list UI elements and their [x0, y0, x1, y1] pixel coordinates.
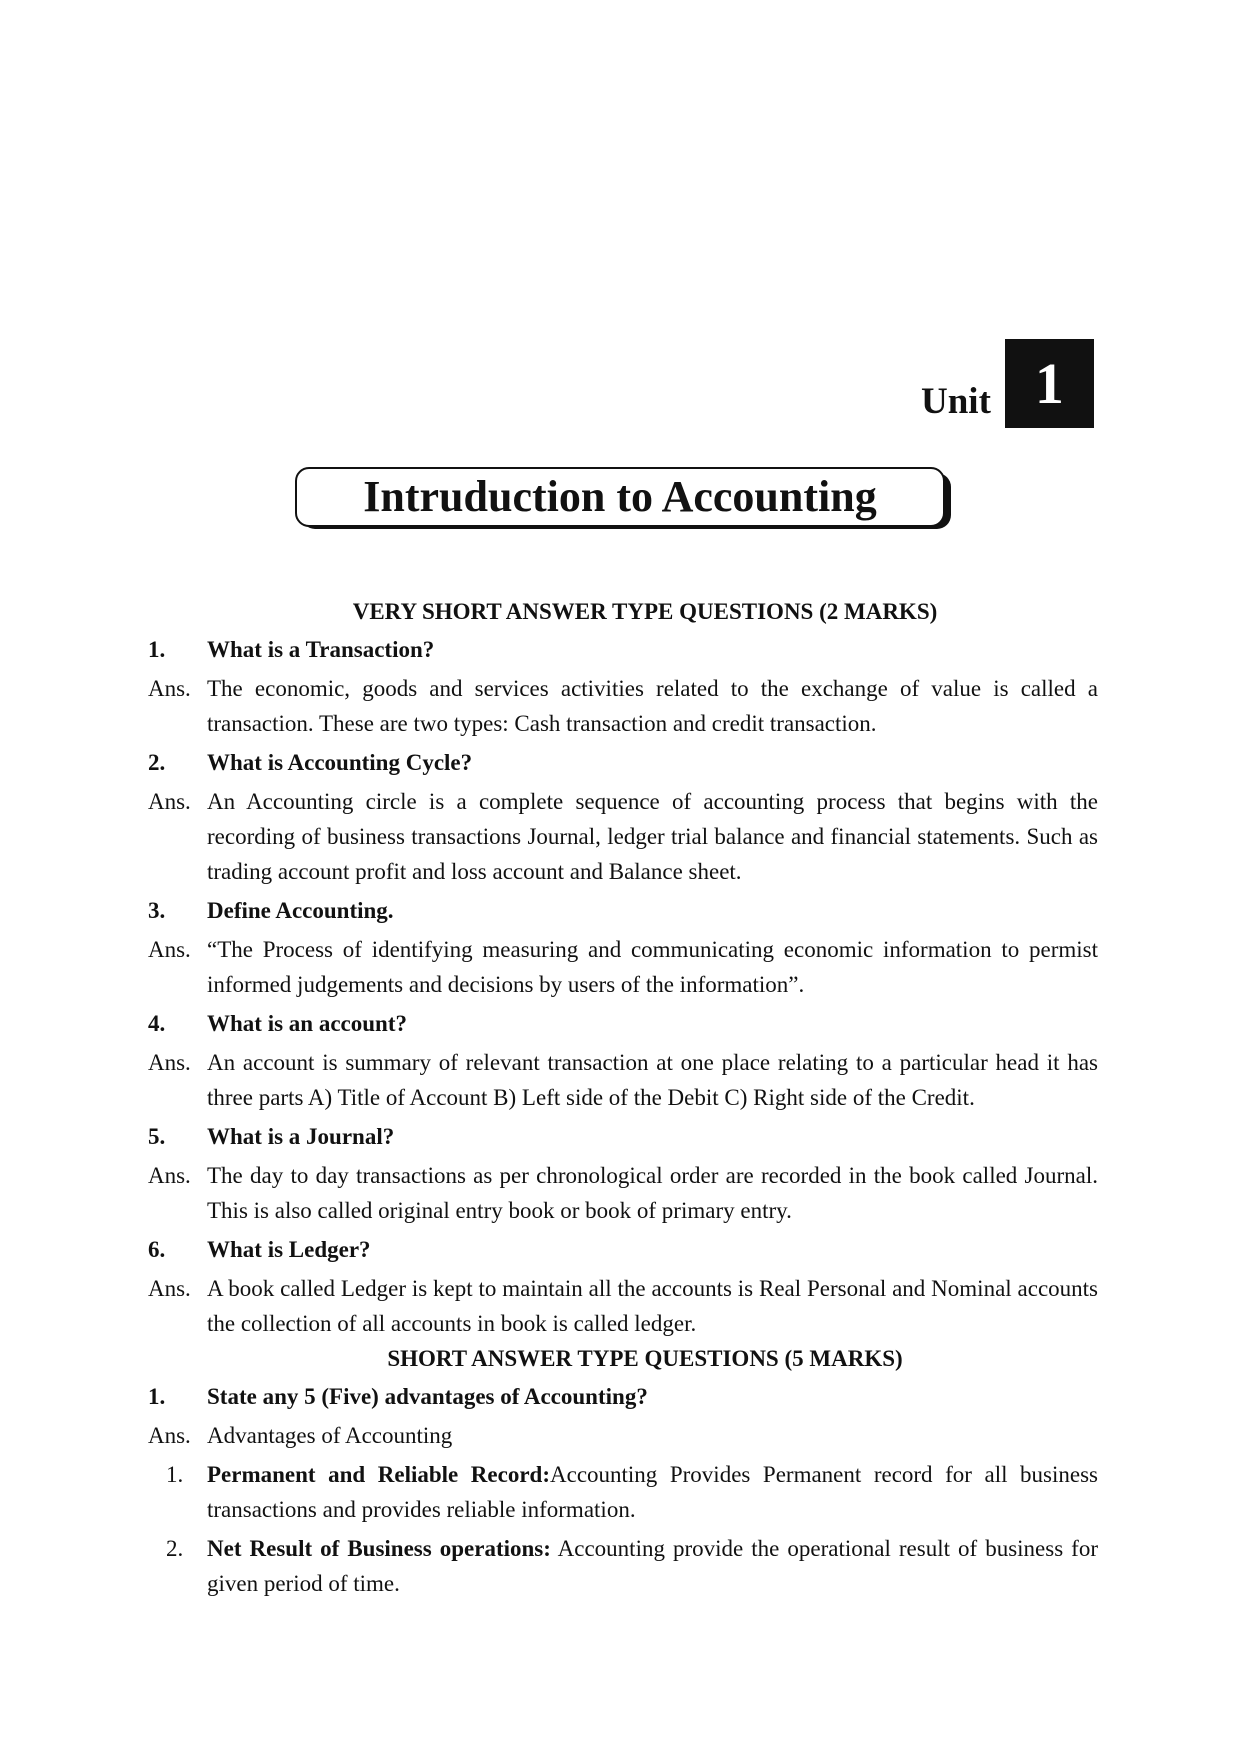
point-text: Accounting Provides Permanent record for all business transactions and provides reliable information.: [207, 1462, 1098, 1522]
answer-text: An account is summary of relevant transaction at one place relating to a particular head it has three parts A) Title of Account B) Left side of the Debit C) Right side of the Credit.: [207, 1050, 1098, 1110]
question-text: What is a Journal?: [207, 1124, 395, 1149]
chapter-title-frame: [295, 467, 949, 527]
unit-label: Unit: [921, 381, 991, 422]
answer-label: Ans.: [148, 789, 191, 814]
answer-label: Ans.: [148, 1163, 191, 1188]
section-heading-short: SHORT ANSWER TYPE QUESTIONS (5 MARKS): [387, 1346, 903, 1371]
unit-number-box: 1: [1005, 339, 1094, 428]
question-number: 6.: [148, 1237, 166, 1262]
qa-item-1: [148, 632, 1098, 741]
question-number: 5.: [148, 1124, 166, 1149]
page-content: [148, 594, 1098, 1605]
answer-text: A book called Ledger is kept to maintain all the accounts is Real Personal and Nominal accounts the collection of all accounts in book is called ledger.: [207, 1276, 1098, 1336]
answer-text: Advantages of Accounting: [207, 1423, 453, 1448]
answer-label: Ans.: [148, 937, 191, 962]
answer-text: The day to day transactions as per chronological order are recorded in the book called Journal. This is also called original entry book or book of primary entry.: [207, 1163, 1098, 1223]
section-heading-very-short: VERY SHORT ANSWER TYPE QUESTIONS (2 MARKS): [352, 599, 938, 624]
answer-label: Ans.: [148, 1276, 191, 1301]
qa-item-2: [148, 745, 1098, 889]
question-text: Define Accounting.: [207, 898, 394, 923]
advantage-point-2: [148, 1531, 1098, 1601]
point-number: 1.: [166, 1462, 184, 1487]
answer-label: Ans.: [148, 1423, 191, 1448]
question-text: State any 5 (Five) advantages of Accounting?: [207, 1384, 648, 1409]
advantage-point-1: [148, 1457, 1098, 1527]
question-number: 1.: [148, 1384, 166, 1409]
answer-label: Ans.: [148, 676, 191, 701]
qa-item-5: [148, 1119, 1098, 1228]
point-term: Permanent and Reliable Record:: [207, 1462, 550, 1487]
qa-item-short-1: [148, 1379, 1098, 1601]
unit-indicator: [921, 339, 1094, 428]
question-number: 1.: [148, 637, 166, 662]
answer-text: The economic, goods and services activities related to the exchange of value is called a transaction. These are two types: Cash transaction and credit transaction.: [207, 676, 1098, 736]
question-text: What is a Transaction?: [207, 637, 435, 662]
chapter-title: Intruduction to Accounting: [295, 467, 945, 527]
answer-text: An Accounting circle is a complete sequence of accounting process that begins with the recording of business transactions Journal, ledger trial balance and financial statements. Such as trading account profit and loss account and Balance sheet.: [207, 789, 1098, 884]
qa-item-4: [148, 1006, 1098, 1115]
point-text: Accounting provide the operational result of business for given period of time.: [207, 1536, 1098, 1596]
qa-item-6: [148, 1232, 1098, 1341]
question-number: 3.: [148, 898, 166, 923]
answer-text: “The Process of identifying measuring and communicating economic information to permist informed judgements and decisions by users of the information”.: [207, 937, 1098, 997]
question-number: 2.: [148, 750, 166, 775]
question-text: What is an account?: [207, 1011, 407, 1036]
question-text: What is Ledger?: [207, 1237, 371, 1262]
point-term: Net Result of Business operations:: [207, 1536, 551, 1561]
question-number: 4.: [148, 1011, 166, 1036]
question-text: What is Accounting Cycle?: [207, 750, 473, 775]
point-number: 2.: [166, 1536, 184, 1561]
answer-label: Ans.: [148, 1050, 191, 1075]
qa-item-3: [148, 893, 1098, 1002]
